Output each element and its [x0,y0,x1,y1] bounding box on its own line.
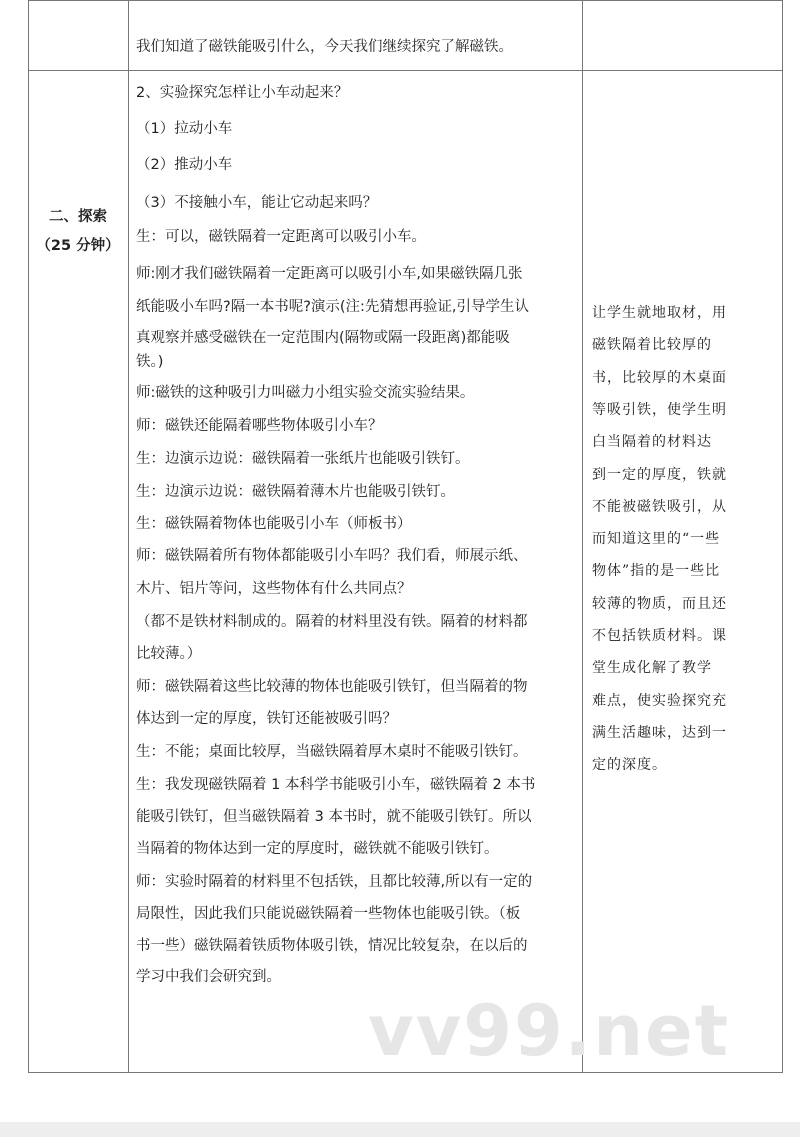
table-border-top [28,0,782,1]
process-line: 生：可以，磁铁隔着一定距离可以吸引小车。 [136,229,426,245]
process-line: 生：不能；桌面比较厚，当磁铁隔着厚木桌时不能吸引铁钉。 [136,744,528,760]
process-line: 体达到一定的厚度，铁钉还能被吸引吗？ [136,711,397,727]
process-line: 真观察并感受磁铁在一定范围内(隔物或隔一段距离)都能吸 [136,330,510,346]
process-line: （2）推动小车 [136,157,233,173]
top-row-text: 我们知道了磁铁能吸引什么，今天我们继续探究了解磁铁。 [136,39,513,55]
process-line: 师:磁铁的这种吸引力叫磁力小组实验交流实验结果。 [136,385,475,401]
intent-line: 到一定的厚度，铁就 [592,466,727,483]
column-divider [582,0,583,1073]
intent-line: 而知道这里的“一些 [592,531,721,548]
process-line: 师：磁铁还能隔着哪些物体吸引小车？ [136,418,383,434]
intent-line: 书，比较厚的木桌面 [592,369,727,386]
intent-line: 较薄的物质，而且还 [592,595,727,612]
section-title: 二、探索 [49,209,107,225]
intent-line: 磁铁隔着比较厚的 [592,337,712,354]
process-line: 师：实验时隔着的材料里不包括铁，且都比较薄,所以有一定的 [136,874,533,890]
intent-line: 不能被磁铁吸引，从 [592,498,727,515]
process-line: 学习中我们会研究到。 [136,969,281,985]
page-bottom-strip [0,1122,800,1137]
process-line: 2、实验探究怎样让小车动起来？ [136,85,349,101]
process-line: 能吸引铁钉，但当磁铁隔着 3 本书时，就不能吸引铁钉。所以 [136,809,532,825]
process-line: 生：磁铁隔着物体也能吸引小车（师板书） [136,516,412,532]
process-line: 师：磁铁隔着所有物体都能吸引小车吗？我们看，师展示纸、 [136,548,528,564]
intent-line: 堂生成化解了教学 [592,660,712,677]
intent-line: 等吸引铁，使学生明 [592,401,727,418]
table-border-left [28,0,29,1073]
process-line: （都不是铁材料制成的。隔着的材料里没有铁。隔着的材料都 [136,614,528,630]
process-line: （3）不接触小车，能让它动起来吗？ [136,195,378,211]
intent-line: 物体”指的是一些比 [592,563,721,580]
intent-line: 白当隔着的材料达 [592,434,712,451]
intent-line: 难点，使实验探究充 [592,692,727,709]
table-border-bottom [28,1072,782,1073]
process-line: 当隔着的物体达到一定的厚度时，磁铁就不能吸引铁钉。 [136,841,499,857]
process-line: 比较薄。） [136,646,202,662]
process-line: （1）拉动小车 [136,121,233,137]
process-line: 师:刚才我们磁铁隔着一定距离可以吸引小车,如果磁铁隔几张 [136,266,523,282]
watermark: vv99.net [368,990,731,1072]
process-line: 生：边演示边说：磁铁隔着薄木片也能吸引铁钉。 [136,484,455,500]
intent-line: 让学生就地取材，用 [592,305,727,321]
intent-line: 定的深度。 [592,757,667,774]
process-line: 纸能吸小车吗?隔一本书呢?演示(注:先猜想再验证,引导学生认 [136,299,530,315]
column-divider [128,0,129,1073]
section-duration: （25 分钟） [36,238,120,254]
intent-line: 不包括铁质材料。课 [592,628,727,644]
process-line: 木片、铝片等问，这些物体有什么共同点？ [136,581,412,597]
row-divider [28,70,782,71]
process-line: 书一些）磁铁隔着铁质物体吸引铁，情况比较复杂，在以后的 [136,938,528,954]
table-border-right [782,0,783,1073]
process-line: 生：边演示边说：磁铁隔着一张纸片也能吸引铁钉。 [136,451,470,467]
intent-line: 满生活趣味，达到一 [592,724,727,741]
process-line: 师：磁铁隔着这些比较薄的物体也能吸引铁钉，但当隔着的物 [136,679,528,695]
process-line: 局限性，因此我们只能说磁铁隔着一些物体也能吸引铁。（板 [136,906,521,922]
process-line: 铁。) [136,354,164,370]
process-line: 生：我发现磁铁隔着 1 本科学书能吸引小车，磁铁隔着 2 本书 [136,777,536,793]
